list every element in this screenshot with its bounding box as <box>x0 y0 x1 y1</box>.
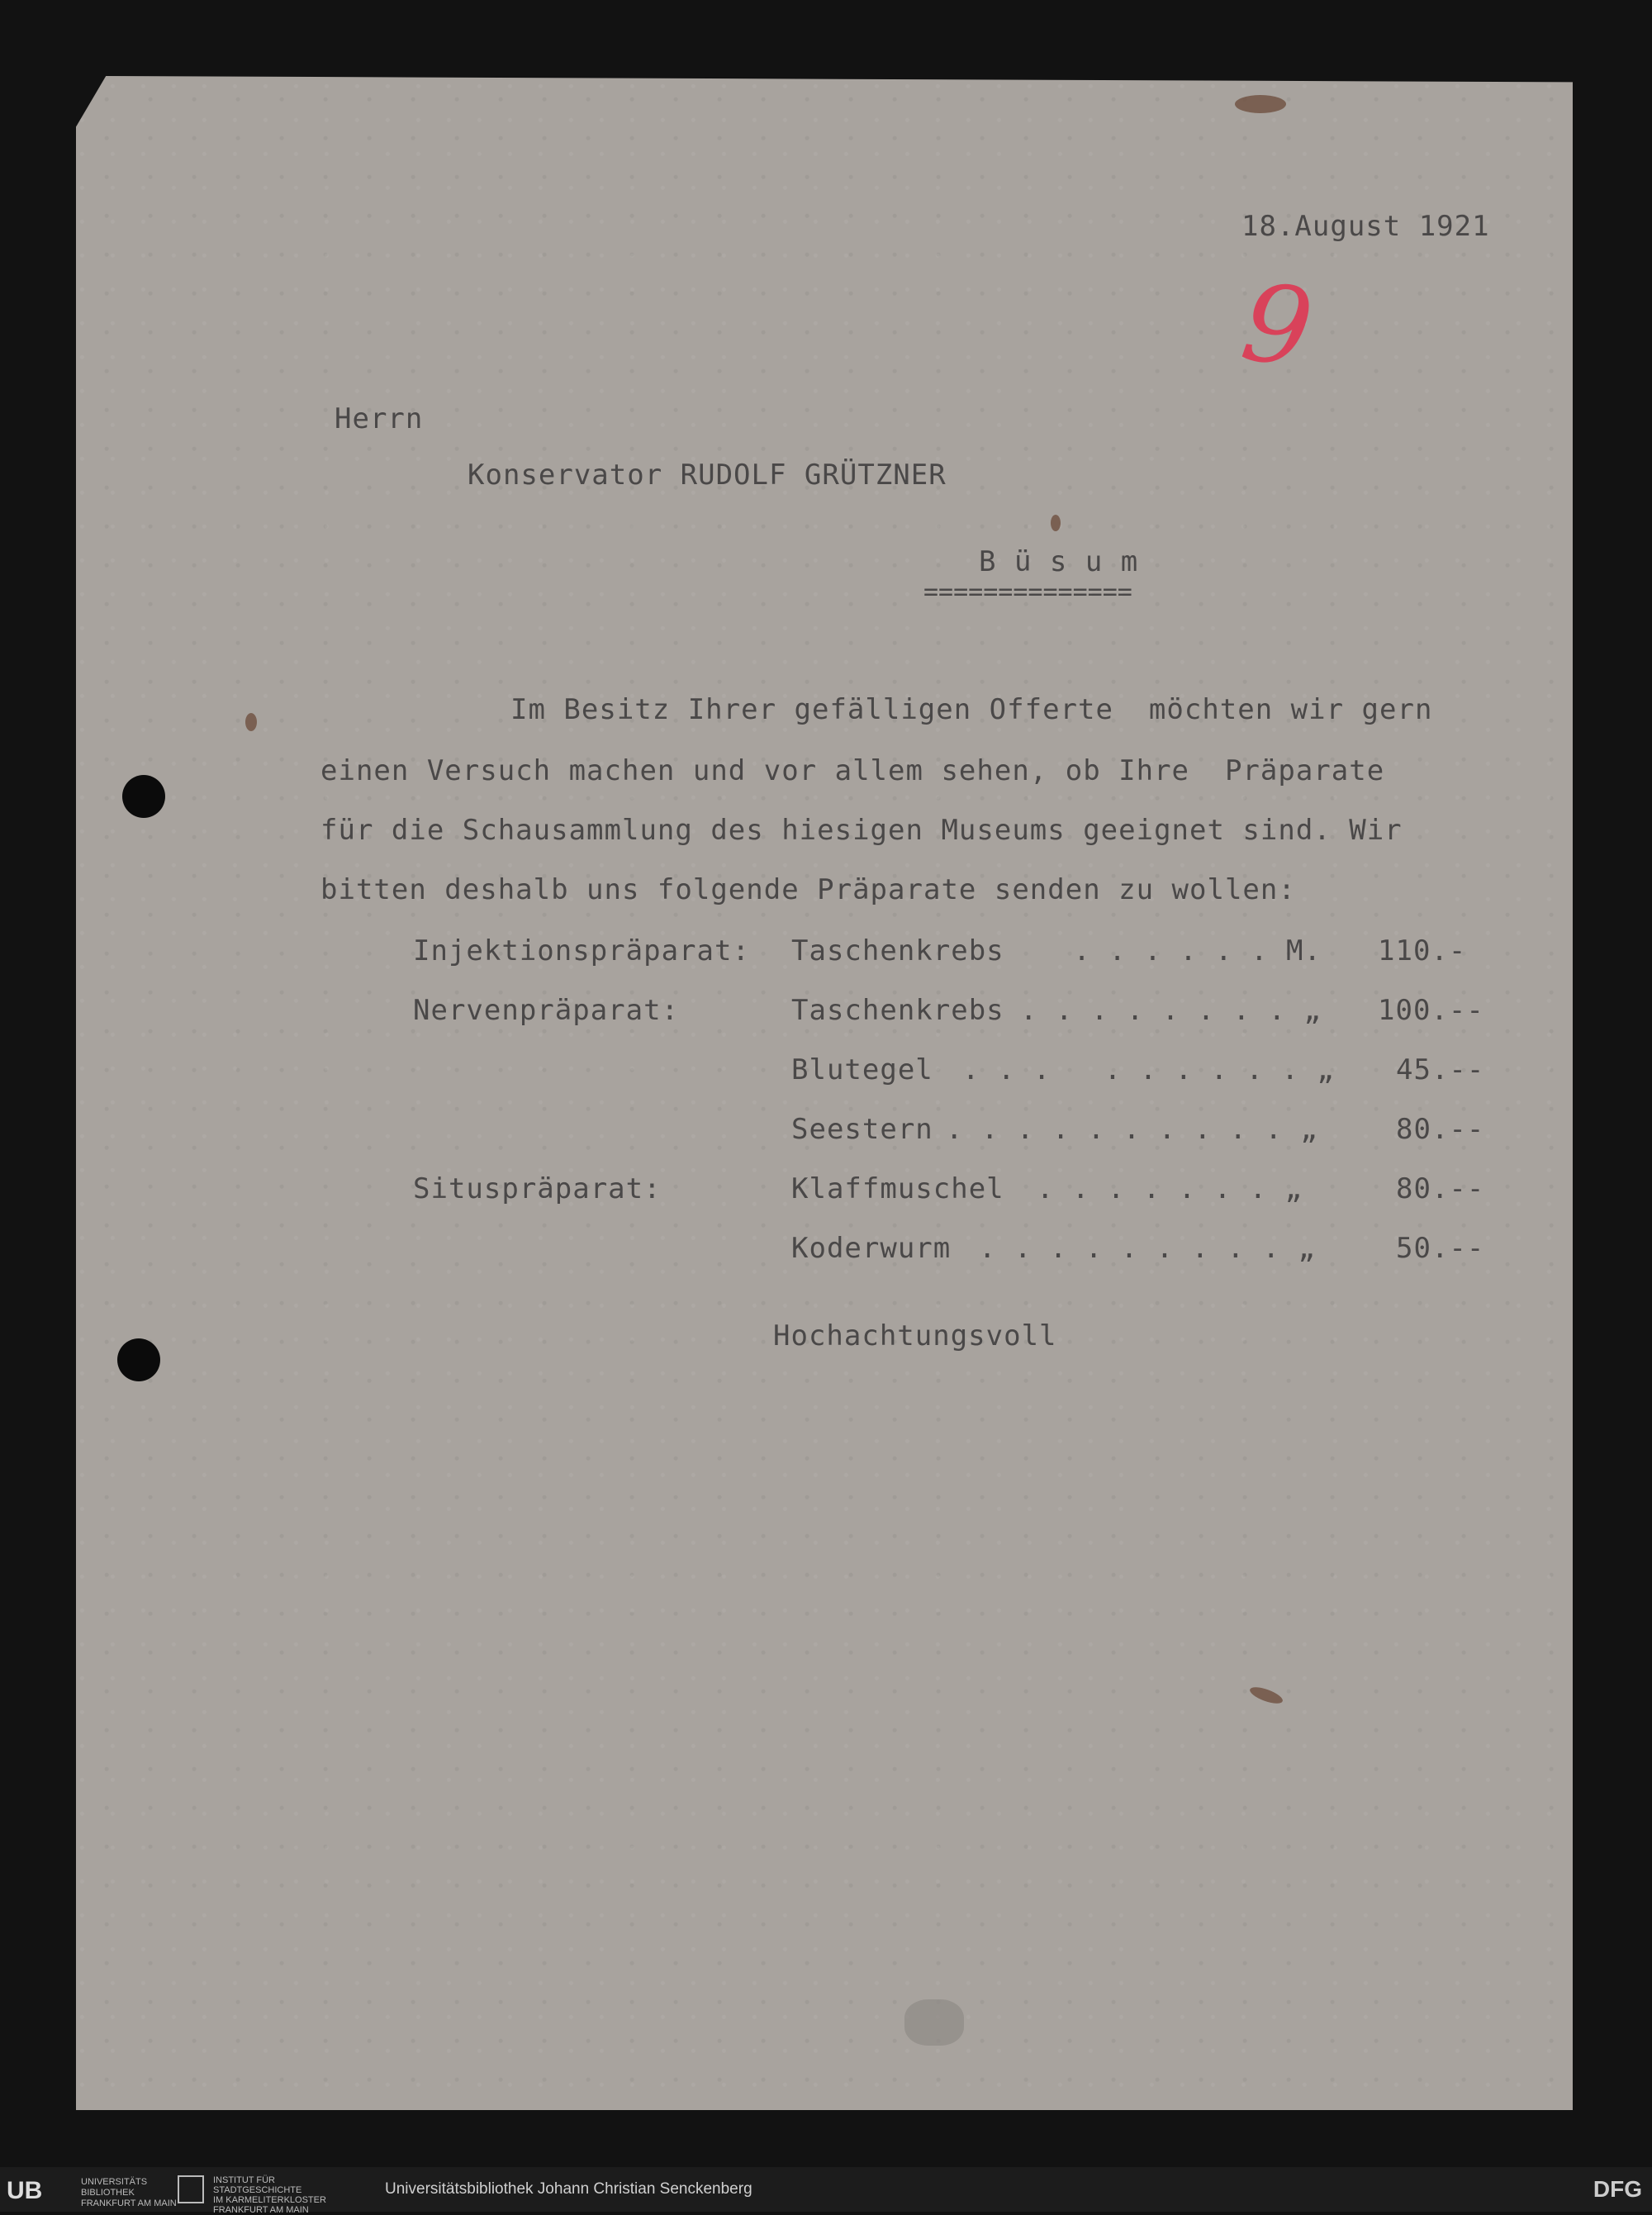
item-price: 80.-- <box>1396 1172 1485 1205</box>
item-price: 100.-- <box>1378 994 1484 1027</box>
viewer-footer <box>0 2167 1652 2215</box>
salutation: Herrn <box>335 402 424 435</box>
stain-left <box>245 713 257 731</box>
ub-logo-line: BIBLIOTHEK <box>81 2188 135 2198</box>
body-line-2: einen Versuch machen und vor allem sehen, ob Ihre Präparate <box>320 754 1385 787</box>
letter-paper <box>76 76 1573 2110</box>
item-category: Injektionspräparat: <box>413 934 750 967</box>
body-line-4: bitten deshalb uns folgende Präparate senden zu wollen: <box>320 873 1296 906</box>
item-category: Nervenpräparat: <box>413 994 680 1027</box>
ub-logo-line: FRANKFURT AM MAIN <box>81 2198 177 2208</box>
institute-logo-line: FRANKFURT AM MAIN <box>213 2205 309 2215</box>
institute-logo-text <box>213 2175 326 2215</box>
item-price: 80.-- <box>1396 1113 1485 1146</box>
item-name: Taschenkrebs <box>791 934 1004 967</box>
body-line-1: Im Besitz Ihrer gefälligen Offerte möchten wir gern <box>510 693 1433 726</box>
item-name: Seestern <box>791 1113 933 1146</box>
institute-logo-line: STADTGESCHICHTE <box>213 2185 302 2195</box>
recipient-city: B ü s u m <box>979 545 1139 578</box>
item-leader: . . . . . . . . . . „ <box>946 1113 1318 1146</box>
item-price: 45.-- <box>1396 1053 1485 1086</box>
city-underline: ============== <box>923 578 1132 606</box>
institute-logo-icon[interactable] <box>178 2175 204 2203</box>
item-name: Taschenkrebs <box>791 994 1004 1027</box>
recipient-name: Konservator RUDOLF GRÜTZNER <box>468 459 947 492</box>
ub-logo-line: UNIVERSITÄTS <box>81 2177 148 2187</box>
body-line-3: für die Schausammlung des hiesigen Museums geeignet sind. Wir <box>320 814 1403 847</box>
item-leader: . . . . . . . . . „ <box>979 1232 1316 1265</box>
letter-date: 18.August 1921 <box>1241 210 1490 243</box>
dfg-logo[interactable]: DFG <box>1593 2176 1642 2202</box>
institute-logo-line: INSTITUT FÜR <box>213 2175 275 2185</box>
item-category: Situspräparat: <box>413 1172 662 1205</box>
item-price: 110.- <box>1378 934 1467 967</box>
punch-hole-top <box>122 775 165 818</box>
item-name: Blutegel <box>791 1053 933 1086</box>
item-name: Klaffmuschel <box>791 1172 1004 1205</box>
item-leader: . . . . . . . „ <box>1037 1172 1303 1205</box>
institute-logo-line: IM KARMELITERKLOSTER <box>213 2195 326 2205</box>
paper-smudge <box>904 1999 964 2046</box>
stain-top <box>1235 95 1286 113</box>
closing: Hochachtungsvoll <box>773 1319 1057 1352</box>
item-leader: . . . . . . . . „ <box>1020 994 1322 1027</box>
punch-hole-bottom <box>117 1338 160 1381</box>
ub-logo[interactable]: UB <box>7 2177 43 2204</box>
item-leader: . . . . . . M. <box>1020 934 1322 967</box>
item-price: 50.-- <box>1396 1232 1485 1265</box>
ub-logo-text <box>81 2177 177 2209</box>
library-credit: Universitätsbibliothek Johann Christian Senckenberg <box>385 2180 752 2198</box>
item-leader: . . . . . . . . . „ <box>962 1053 1335 1086</box>
page-number-mark: 9 <box>1234 258 1320 393</box>
item-name: Koderwurm <box>791 1232 952 1265</box>
stain-center <box>1051 515 1061 531</box>
